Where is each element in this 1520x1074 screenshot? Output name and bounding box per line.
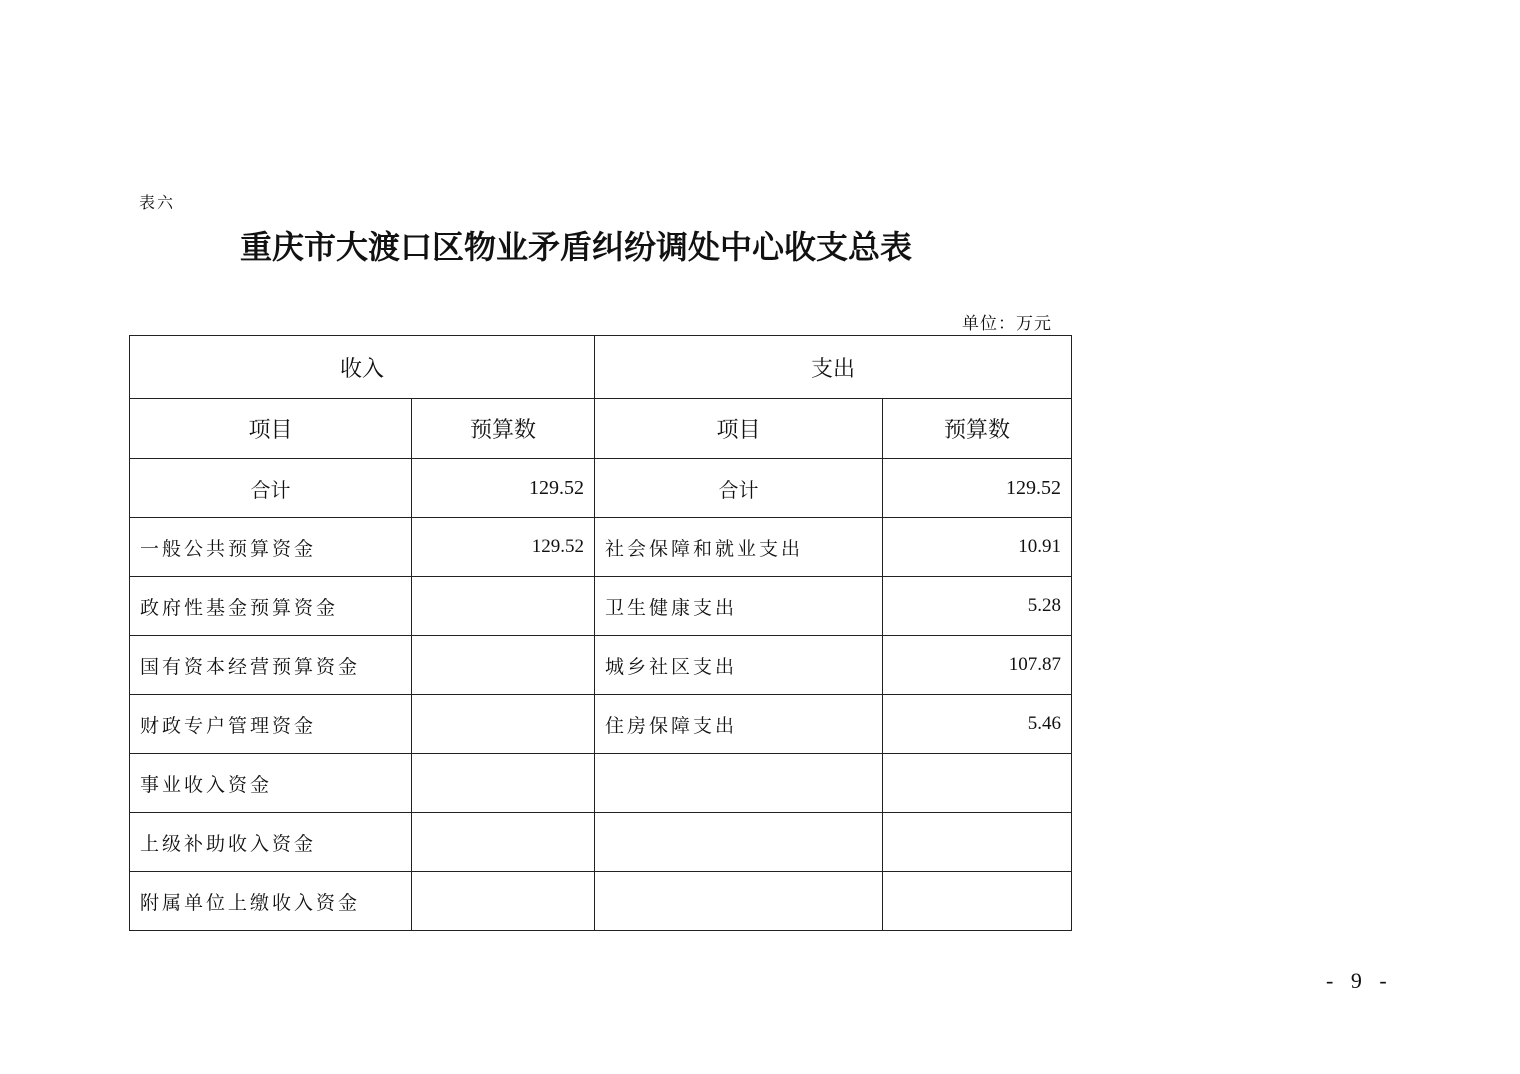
unit-label: 单位：万元 xyxy=(962,314,1052,334)
expense-value: 5.28 xyxy=(883,577,1072,636)
expense-item: 住房保障支出 xyxy=(595,695,883,754)
income-value xyxy=(412,754,595,813)
expense-value xyxy=(883,754,1072,813)
income-value xyxy=(412,695,595,754)
total-row xyxy=(130,459,1072,518)
income-item: 国有资本经营预算资金 xyxy=(130,636,412,695)
page-number: - 9 - xyxy=(1326,968,1393,993)
expense-item: 城乡社区支出 xyxy=(595,636,883,695)
table-header-row xyxy=(130,336,1072,399)
expense-item: 社会保障和就业支出 xyxy=(595,518,883,577)
table-row xyxy=(130,872,1072,931)
income-item-header: 项目 xyxy=(130,399,412,459)
expense-value xyxy=(883,813,1072,872)
expense-item xyxy=(595,813,883,872)
income-item: 附属单位上缴收入资金 xyxy=(130,872,412,931)
income-budget-header: 预算数 xyxy=(412,399,595,459)
expense-value: 5.46 xyxy=(883,695,1072,754)
income-header: 收入 xyxy=(130,336,595,399)
income-total-label: 合计 xyxy=(130,459,412,518)
expense-item-header: 项目 xyxy=(595,399,883,459)
table-row xyxy=(130,636,1072,695)
income-item: 财政专户管理资金 xyxy=(130,695,412,754)
expense-total-label: 合计 xyxy=(595,459,883,518)
income-item: 上级补助收入资金 xyxy=(130,813,412,872)
table-row xyxy=(130,813,1072,872)
expense-item xyxy=(595,754,883,813)
expense-total-value: 129.52 xyxy=(883,459,1072,518)
income-total-value: 129.52 xyxy=(412,459,595,518)
expense-item xyxy=(595,872,883,931)
table-label: 表六 xyxy=(139,193,176,212)
income-item: 政府性基金预算资金 xyxy=(130,577,412,636)
income-value xyxy=(412,813,595,872)
expense-value: 107.87 xyxy=(883,636,1072,695)
expense-value: 10.91 xyxy=(883,518,1072,577)
income-value xyxy=(412,577,595,636)
table-row xyxy=(130,754,1072,813)
income-value xyxy=(412,872,595,931)
income-value: 129.52 xyxy=(412,518,595,577)
income-value xyxy=(412,636,595,695)
document-title: 重庆市大渡口区物业矛盾纠纷调处中心收支总表 xyxy=(240,228,913,266)
expense-header: 支出 xyxy=(595,336,1072,399)
income-item: 一般公共预算资金 xyxy=(130,518,412,577)
expense-budget-header: 预算数 xyxy=(883,399,1072,459)
income-item: 事业收入资金 xyxy=(130,754,412,813)
table-row xyxy=(130,577,1072,636)
table-row xyxy=(130,518,1072,577)
table-row xyxy=(130,695,1072,754)
income-expense-table xyxy=(129,335,1072,931)
expense-value xyxy=(883,872,1072,931)
expense-item: 卫生健康支出 xyxy=(595,577,883,636)
table-subheader-row xyxy=(130,399,1072,459)
